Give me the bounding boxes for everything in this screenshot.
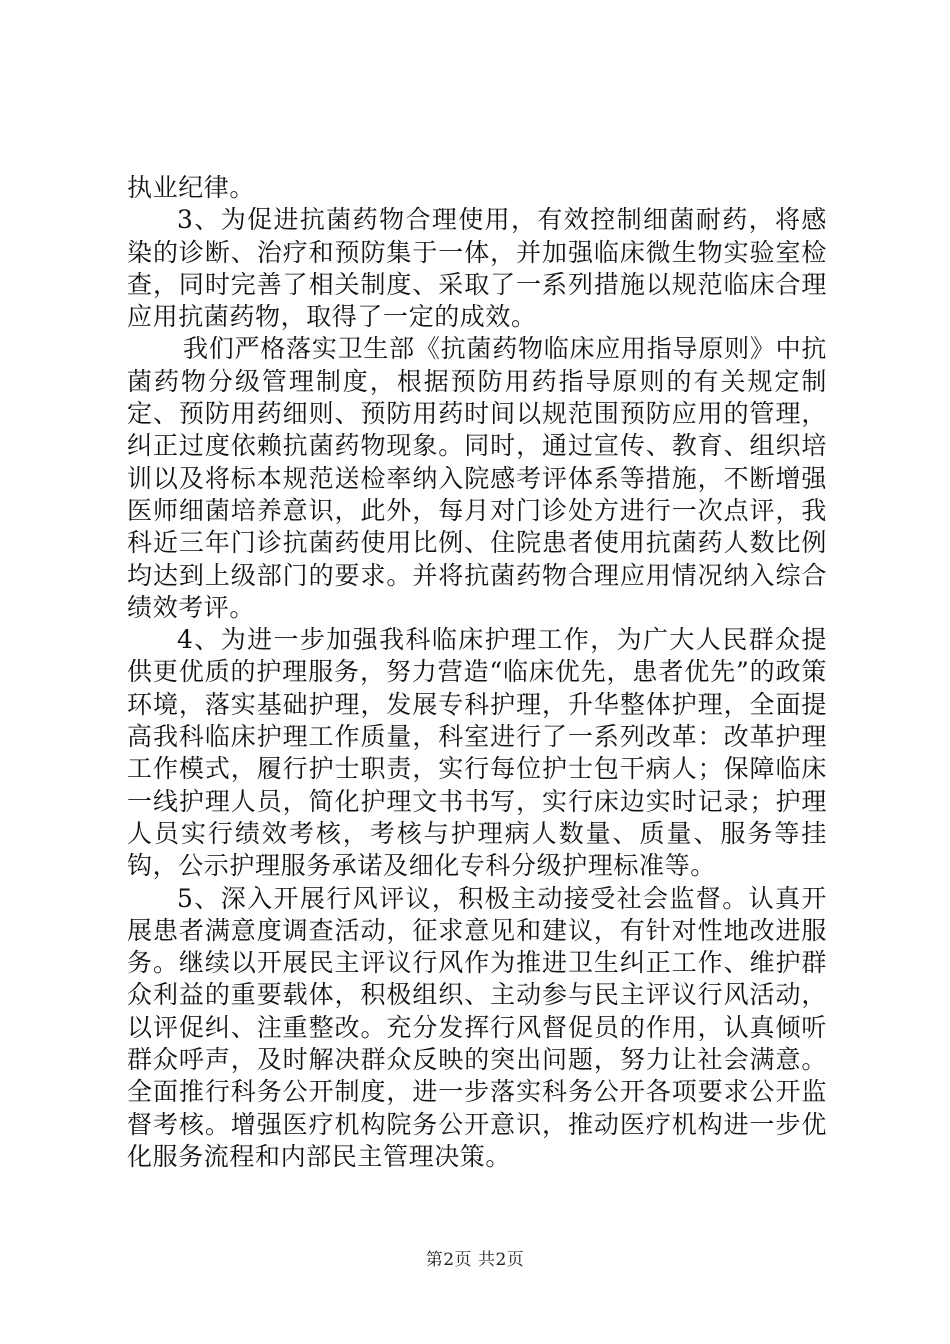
page-footer <box>0 1245 950 1270</box>
paragraph-item-5: 5、深入开展行风评议，积极主动接受社会监督。认真开展患者满意度调查活动，征求意见和建议，有针对性地改进服务。继续以开展民主评议行风作为推进卫生纠正工作、维护群众利益的重要载体，积极组织、主动参与民主评议行风活动，以评促纠、注重整改。充分发挥行风督促员的作用，认真倾听群众呼声，及时解决群众反映的突出问题，努力让社会满意。全面推行科务公开制度，进一步落实科务公开各项要求公开监督考核。增强医疗机构院务公开意识，推动医疗机构进一步优化服务流程和内部民主管理决策。 <box>127 883 827 1171</box>
paragraph-item-4: 4、为进一步加强我科临床护理工作，为广大人民群众提供更优质的护理服务，努力营造“临床优先，患者优先”的政策环境，落实基础护理，发展专科护理，升华整体护理，全面提高我科临床护理工作质量，科室进行了一系列改革：改革护理工作模式，履行护士职责，实行每位护士包干病人；保障临床一线护理人员，简化护理文书书写，实行床边实时记录；护理人员实行绩效考核，考核与护理病人数量、质量、服务等挂钩，公示护理服务承诺及细化专科分级护理标准等。 <box>127 625 827 881</box>
page-number: 第2页 共2页 <box>425 1250 525 1270</box>
document-body <box>127 172 827 1173</box>
paragraph-antibiotic-management: 我们严格落实卫生部《抗菌药物临床应用指导原则》中抗菌药物分级管理制度，根据预防用药指导原则的有关规定制定、预防用药细则、预防用药时间以规范围预防应用的管理，纠正过度依赖抗菌药物现象。同时，通过宣传、教育、组织培训以及将标本规范送检率纳入院感考评体系等措施，不断增强医师细菌培养意识，此外，每月对门诊处方进行一次点评，我科近三年门诊抗菌药使用比例、住院患者使用抗菌药人数比例均达到上级部门的要求。并将抗菌药物合理应用情况纳入综合绩效考评。 <box>127 334 827 622</box>
paragraph-item-3: 3、为促进抗菌药物合理使用，有效控制细菌耐药，将感染的诊断、治疗和预防集于一体，并加强临床微生物实验室检查，同时完善了相关制度、采取了一系列措施以规范临床合理应用抗菌药物，取得了一定的成效。 <box>127 205 827 332</box>
paragraph-continuation: 执业纪律。 <box>127 173 256 202</box>
